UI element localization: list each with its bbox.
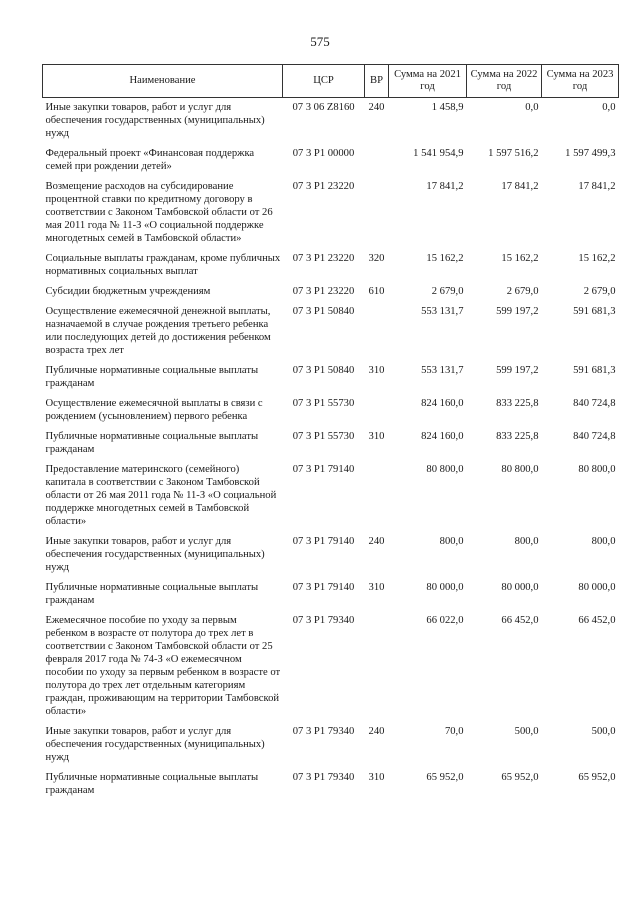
cell-vr: [365, 305, 389, 364]
cell-sum-2023: 80 000,0: [578, 582, 616, 593]
cell-sum-2022: 65 952,0: [501, 772, 539, 783]
cell-sum-2022: 66 452,0: [501, 615, 539, 626]
header-vr: ВР: [365, 65, 389, 98]
header-name: Наименование: [43, 65, 283, 98]
cell-name: Возмещение расходов на субсидирование процентной ставки по кредитному договору в соответствии с Законом Тамбовской области от 26 мая 2011 года № 11-З «О социальной поддержке многодетных семей в Тамбовской области»: [45, 181, 273, 244]
table-row: [43, 305, 619, 364]
cell-vr: 310: [368, 582, 385, 593]
cell-sum-2021: 824 160,0: [421, 431, 464, 442]
table-row: [43, 252, 619, 285]
cell-csr: 07 3 P1 79340: [292, 772, 355, 783]
cell-sum-2022: 833 225,8: [496, 431, 539, 442]
cell-sum-2023: 800,0: [591, 536, 616, 547]
cell-name: Публичные нормативные социальные выплаты гражданам: [45, 431, 259, 455]
cell-csr: 07 3 P1 00000: [292, 148, 355, 159]
cell-sum-2021: 2 679,0: [431, 286, 464, 297]
page-number: 575: [310, 34, 330, 49]
table-row: [43, 614, 619, 725]
cell-sum-2023: 2 679,0: [583, 286, 616, 297]
cell-csr: 07 3 P1 55730: [292, 398, 355, 409]
table-row: [43, 397, 619, 430]
table-row: [43, 147, 619, 180]
cell-sum-2021: 553 131,7: [421, 365, 464, 376]
budget-table: [42, 64, 619, 804]
table-row: [43, 535, 619, 581]
cell-sum-2022: 500,0: [514, 726, 539, 737]
cell-name: Иные закупки товаров, работ и услуг для обеспечения государственных (муниципальных) нужд: [45, 726, 265, 763]
cell-sum-2022: 833 225,8: [496, 398, 539, 409]
table-row: [43, 180, 619, 252]
cell-sum-2023: 591 681,3: [573, 365, 616, 376]
cell-sum-2021: 1 458,9: [431, 102, 464, 113]
cell-sum-2023: 17 841,2: [578, 181, 616, 192]
cell-name: Публичные нормативные социальные выплаты гражданам: [45, 772, 259, 796]
cell-name: Субсидии бюджетным учреждениям: [45, 286, 211, 297]
cell-sum-2022: 2 679,0: [506, 286, 539, 297]
cell-sum-2022: 599 197,2: [496, 365, 539, 376]
cell-sum-2021: 80 000,0: [426, 582, 464, 593]
header-sum-2021: Сумма на 2021 год: [389, 65, 467, 98]
cell-vr: 240: [368, 726, 385, 737]
cell-sum-2021: 66 022,0: [426, 615, 464, 626]
cell-sum-2023: 15 162,2: [578, 253, 616, 264]
table-row: [43, 364, 619, 397]
cell-sum-2023: 80 800,0: [578, 464, 616, 475]
cell-sum-2023: 1 597 499,3: [565, 148, 616, 159]
cell-sum-2023: 0,0: [602, 102, 616, 113]
cell-sum-2023: 500,0: [591, 726, 616, 737]
cell-name: Иные закупки товаров, работ и услуг для обеспечения государственных (муниципальных) нужд: [45, 536, 265, 573]
cell-csr: 07 3 P1 79340: [292, 615, 355, 626]
cell-vr: 240: [368, 102, 385, 113]
cell-name: Осуществление ежемесячной денежной выплаты, назначаемой в случае рождения третьего ребенка или последующих детей до достижения ребенком возраста трех лет: [45, 306, 271, 356]
cell-sum-2021: 800,0: [439, 536, 464, 547]
cell-sum-2021: 553 131,7: [421, 306, 464, 317]
table-row: [43, 98, 619, 148]
cell-csr: 07 3 P1 55730: [292, 431, 355, 442]
cell-vr: 610: [368, 286, 385, 297]
cell-vr: [365, 463, 389, 535]
cell-name: Иные закупки товаров, работ и услуг для обеспечения государственных (муниципальных) нужд: [45, 102, 265, 139]
cell-sum-2021: 1 541 954,9: [413, 148, 464, 159]
cell-name: Публичные нормативные социальные выплаты гражданам: [45, 365, 259, 389]
cell-csr: 07 3 P1 79140: [292, 536, 355, 547]
cell-csr: 07 3 06 Z8160: [292, 102, 355, 113]
cell-name: Публичные нормативные социальные выплаты гражданам: [45, 582, 259, 606]
table-row: [43, 725, 619, 771]
header-csr: ЦСР: [283, 65, 365, 98]
cell-sum-2021: 17 841,2: [426, 181, 464, 192]
cell-vr: [365, 180, 389, 252]
cell-sum-2023: 65 952,0: [578, 772, 616, 783]
cell-csr: 07 3 P1 50840: [292, 306, 355, 317]
cell-vr: 310: [368, 772, 385, 783]
cell-sum-2023: 591 681,3: [573, 306, 616, 317]
cell-sum-2021: 70,0: [444, 726, 464, 737]
cell-name: Федеральный проект «Финансовая поддержка семей при рождении детей»: [45, 148, 255, 172]
cell-sum-2022: 0,0: [525, 102, 539, 113]
cell-csr: 07 3 P1 23220: [292, 253, 355, 264]
cell-sum-2022: 17 841,2: [501, 181, 539, 192]
cell-sum-2021: 80 800,0: [426, 464, 464, 475]
cell-sum-2022: 1 597 516,2: [488, 148, 539, 159]
header-sum-2023: Сумма на 2023 год: [542, 65, 619, 98]
table-header: [43, 65, 619, 98]
cell-vr: [365, 397, 389, 430]
cell-csr: 07 3 P1 23220: [292, 286, 355, 297]
table-row: [43, 285, 619, 305]
cell-vr: [365, 147, 389, 180]
table-row: [43, 463, 619, 535]
cell-sum-2022: 15 162,2: [501, 253, 539, 264]
cell-name: Социальные выплаты гражданам, кроме публичных нормативных социальных выплат: [45, 253, 281, 277]
cell-sum-2022: 800,0: [514, 536, 539, 547]
cell-name: Ежемесячное пособие по уходу за первым ребенком в возрасте от полутора до трех лет в соответствии с Законом Тамбовской области от 25 февраля 2017 года № 74-З «О ежемесячном пособии по уходу за первым ребенком в возрасте от полутора до трех лет отдельным категориям граждан, проживающим на территории Тамбовской области»: [45, 615, 281, 717]
cell-sum-2021: 824 160,0: [421, 398, 464, 409]
cell-sum-2022: 80 000,0: [501, 582, 539, 593]
cell-sum-2023: 66 452,0: [578, 615, 616, 626]
cell-vr: [365, 614, 389, 725]
cell-vr: 240: [368, 536, 385, 547]
cell-csr: 07 3 P1 79140: [292, 464, 355, 475]
header-sum-2022: Сумма на 2022 год: [467, 65, 542, 98]
cell-sum-2023: 840 724,8: [573, 398, 616, 409]
table-body: [43, 98, 619, 805]
cell-sum-2023: 840 724,8: [573, 431, 616, 442]
cell-sum-2021: 15 162,2: [426, 253, 464, 264]
cell-csr: 07 3 P1 79340: [292, 726, 355, 737]
cell-sum-2022: 599 197,2: [496, 306, 539, 317]
cell-vr: 320: [368, 253, 385, 264]
cell-csr: 07 3 P1 50840: [292, 365, 355, 376]
table-row: [43, 430, 619, 463]
cell-vr: 310: [368, 365, 385, 376]
table-row: [43, 581, 619, 614]
cell-csr: 07 3 P1 79140: [292, 582, 355, 593]
table-row: [43, 771, 619, 804]
cell-csr: 07 3 P1 23220: [292, 181, 355, 192]
cell-sum-2022: 80 800,0: [501, 464, 539, 475]
cell-name: Предоставление материнского (семейного) капитала в соответствии с Законом Тамбовской области от 26 мая 2011 года № 11-З «О социальной поддержке многодетных семей в Тамбовской области»: [45, 464, 277, 527]
cell-name: Осуществление ежемесячной выплаты в связи с рождением (усыновлением) первого ребенка: [45, 398, 263, 422]
cell-sum-2021: 65 952,0: [426, 772, 464, 783]
cell-vr: 310: [368, 431, 385, 442]
